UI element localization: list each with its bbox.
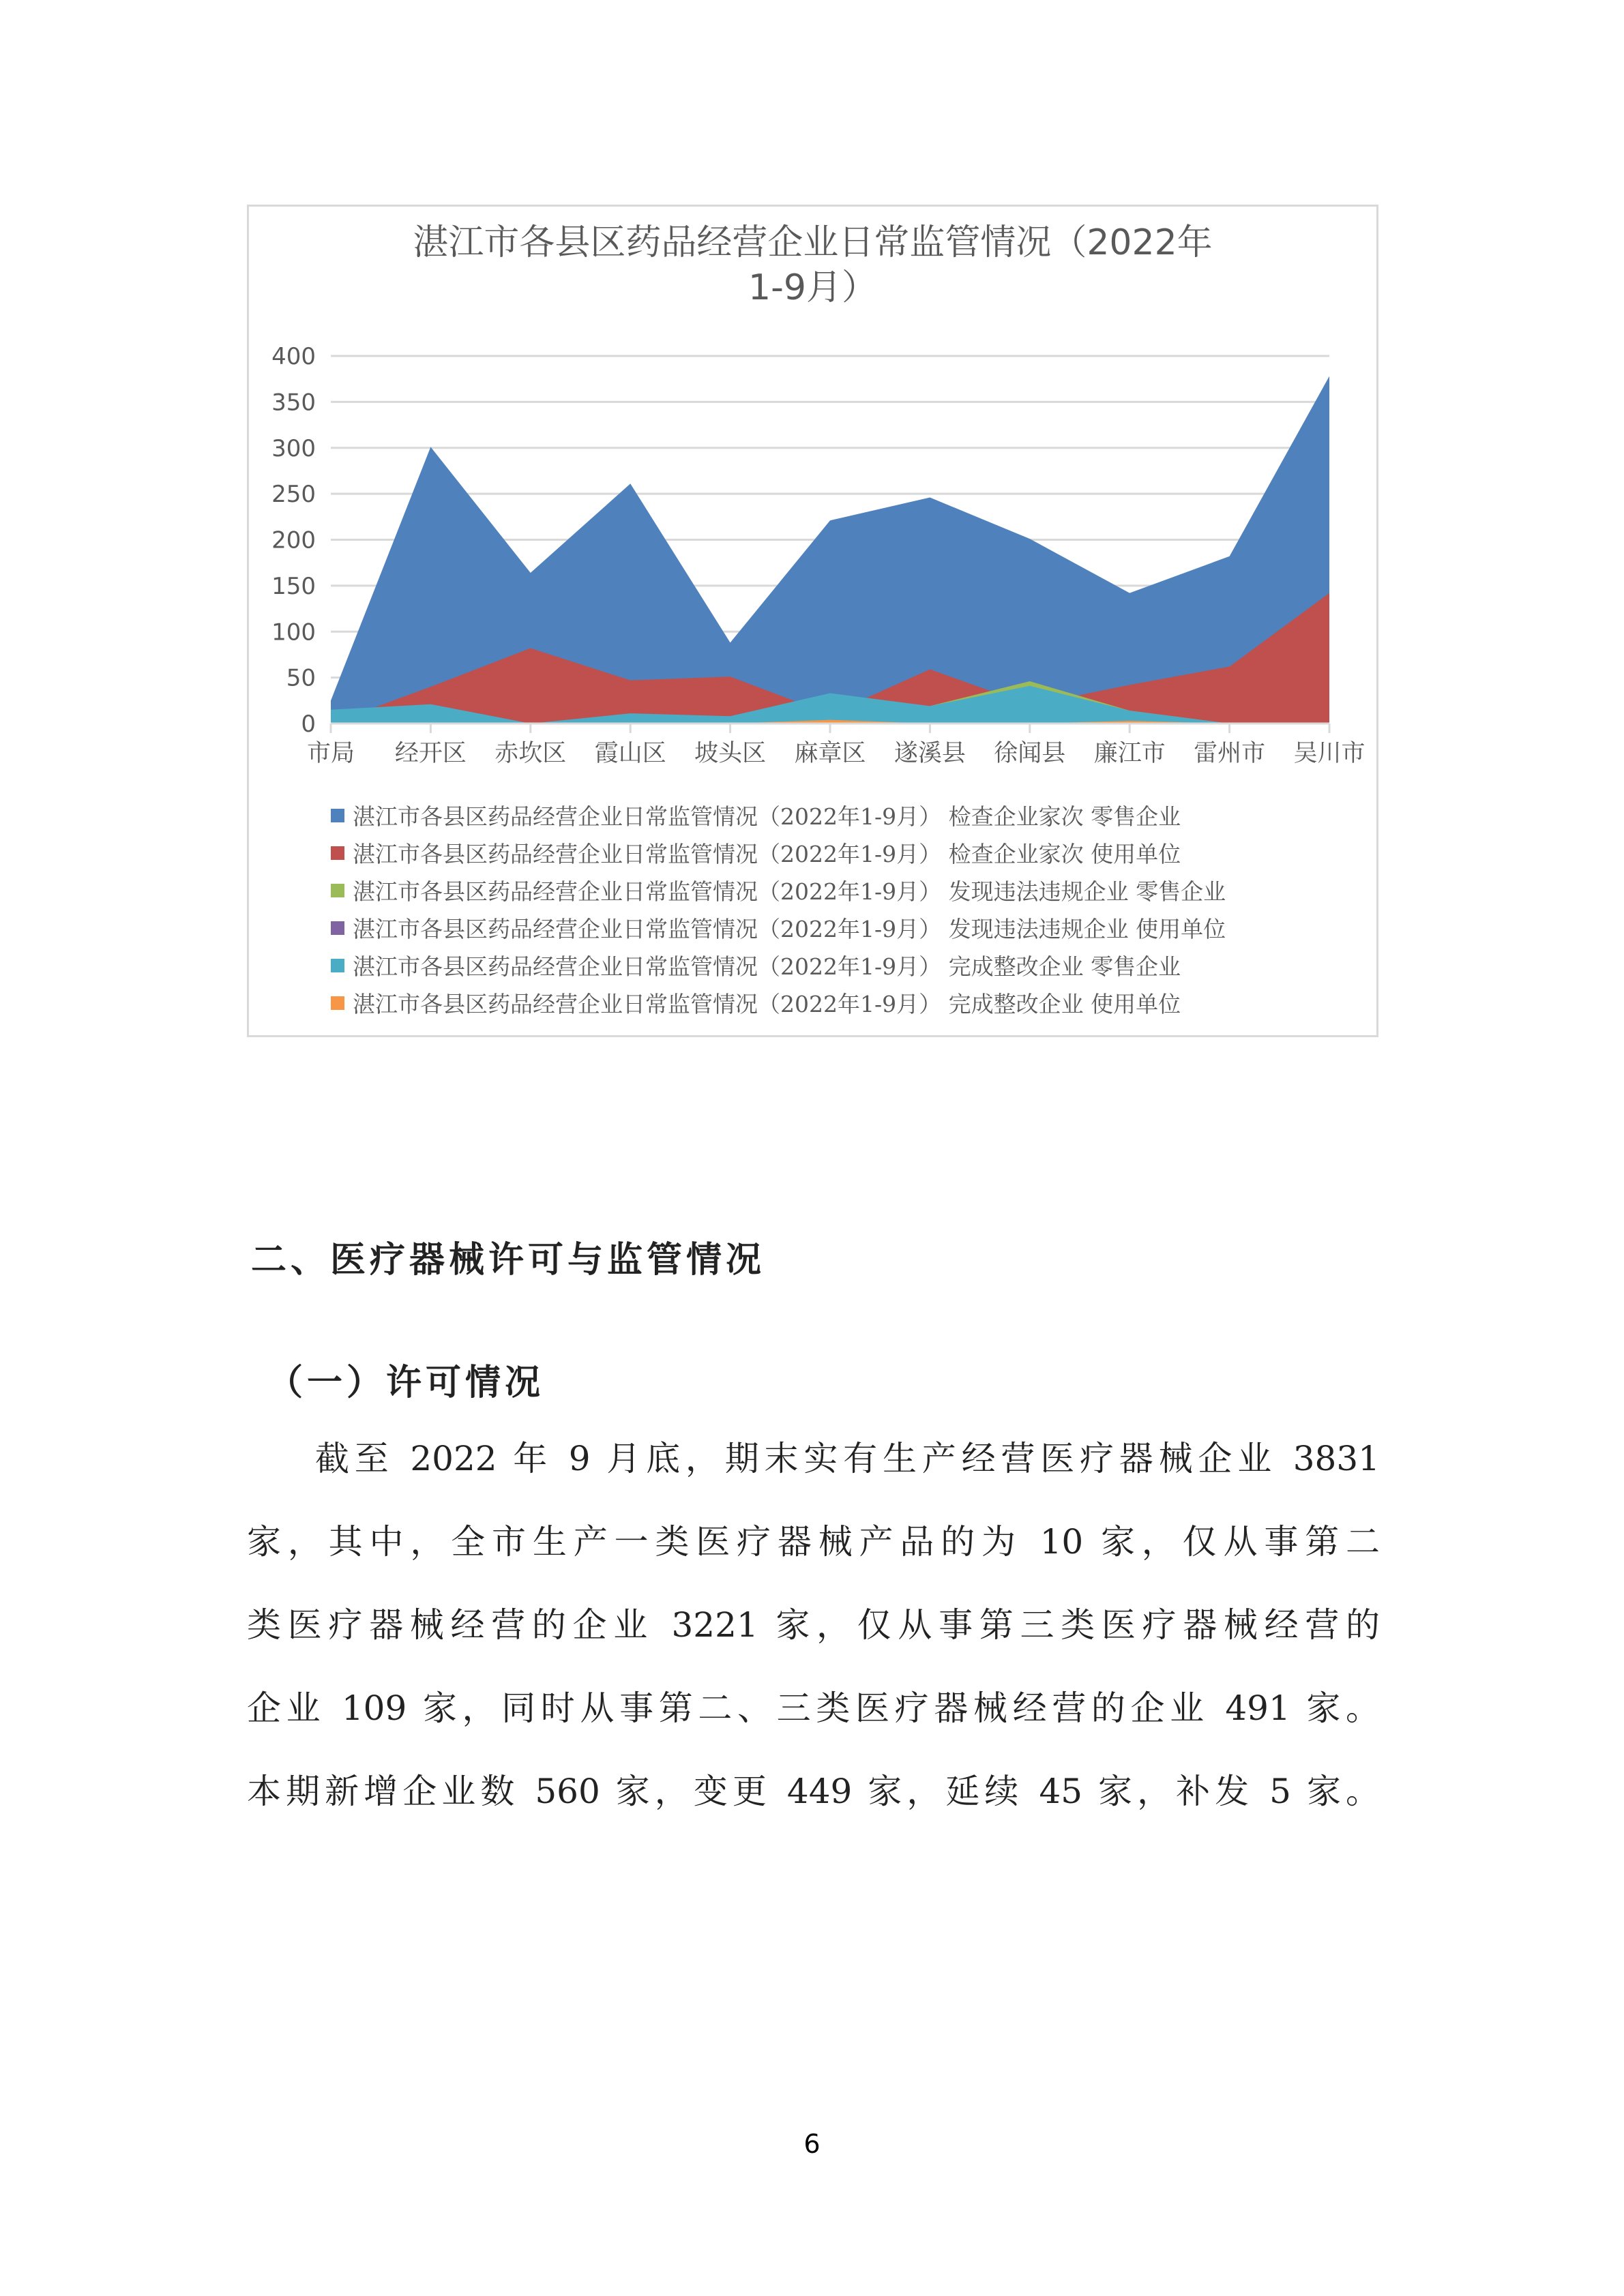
legend-item [331,909,1226,946]
chart-title-line2: 1-9月） [748,267,877,308]
paragraph-line: 截至 2022 年 9 月底，期末实有生产经营医疗器械企业 3831 [315,1439,1380,1478]
y-tick-label: 250 [271,481,316,509]
legend-label: 湛江市各县区药品经营企业日常监管情况（2022年1-9月） 完成整改企业 使用单位 [353,991,1181,1017]
legend-swatch-icon [331,884,344,897]
paragraph-line: 本期新增企业数 560 家，变更 449 家，延续 45 家，补发 5 家。 [247,1772,1380,1811]
legend-label: 湛江市各县区药品经营企业日常监管情况（2022年1-9月） 完成整改企业 零售企业 [353,953,1181,980]
y-tick-label: 50 [286,664,316,692]
legend-item [331,796,1226,834]
x-tick-label: 经开区 [394,740,467,767]
page-number: 6 [803,2129,821,2159]
paragraph-line: 企业 109 家，同时从事第二、三类医疗器械经营的企业 491 家。 [247,1688,1380,1728]
x-tick-label: 吴川市 [1293,740,1365,767]
paragraph-line: 类医疗器械经营的企业 3221 家，仅从事第三类医疗器械经营的 [247,1605,1380,1645]
legend-item [331,984,1226,1022]
x-tick-label: 麻章区 [794,740,866,767]
x-tick-label: 赤坎区 [494,740,567,767]
y-tick-label: 0 [301,711,316,738]
x-tick-label: 廉江市 [1093,740,1166,767]
section-heading: 二、医疗器械许可与监管情况 [251,1240,766,1281]
y-tick-label: 350 [271,389,316,417]
legend-swatch-icon [331,959,344,972]
x-tick-label: 遂溪县 [894,740,966,767]
y-tick-label: 100 [271,618,316,646]
chart-container [247,205,1378,1037]
y-tick-label: 300 [271,434,316,462]
section-subheading: （一）许可情况 [267,1362,545,1403]
legend-item [331,871,1226,909]
legend-label: 湛江市各县区药品经营企业日常监管情况（2022年1-9月） 发现违法违规企业 零售企业 [353,878,1226,905]
legend-swatch-icon [331,921,344,935]
y-tick-label: 200 [271,526,316,554]
legend-swatch-icon [331,846,344,860]
legend-label: 湛江市各县区药品经营企业日常监管情况（2022年1-9月） 发现违法违规企业 使用单位 [353,916,1226,942]
legend-item [331,834,1226,871]
x-tick-label: 徐闻县 [994,740,1066,767]
x-tick-label: 霞山区 [594,740,666,767]
legend-swatch-icon [331,996,344,1010]
body-paragraph [247,1417,1380,1833]
legend-label: 湛江市各县区药品经营企业日常监管情况（2022年1-9月） 检查企业家次 使用单位 [353,841,1181,867]
y-tick-label: 150 [271,572,316,600]
chart-title-line1: 湛江市各县区药品经营企业日常监管情况（2022年 [413,222,1213,263]
chart-legend [331,796,1226,1022]
legend-item [331,946,1226,984]
y-tick-label: 400 [271,343,316,370]
x-tick-label: 坡头区 [694,740,767,767]
paragraph-line: 家，其中，全市生产一类医疗器械产品的为 10 家，仅从事第二 [247,1522,1380,1562]
x-tick-label: 雷州市 [1194,740,1266,767]
legend-label: 湛江市各县区药品经营企业日常监管情况（2022年1-9月） 检查企业家次 零售企业 [353,803,1181,830]
x-tick-label: 市局 [306,740,355,767]
legend-swatch-icon [331,809,344,822]
